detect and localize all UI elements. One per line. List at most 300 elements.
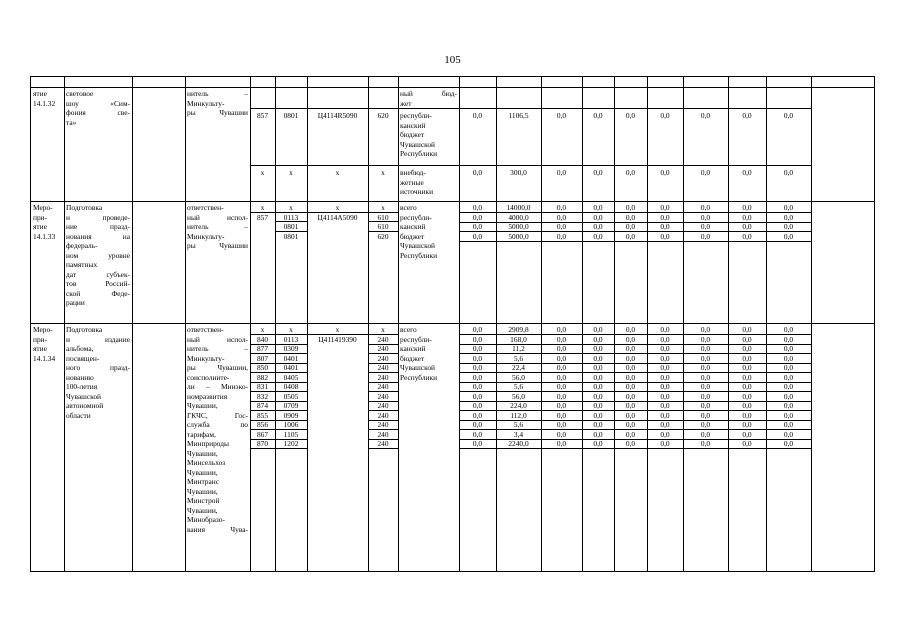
zero-value: 0,0 bbox=[660, 231, 670, 241]
column-divider bbox=[368, 77, 369, 571]
text-block-col-9 bbox=[400, 111, 457, 159]
text-line: ние празд- bbox=[66, 222, 130, 231]
column-divider bbox=[647, 77, 648, 571]
cell-col-5: 877 bbox=[256, 344, 269, 353]
zero-value: 0,0 bbox=[660, 203, 670, 212]
text-line: внебюд- bbox=[400, 168, 426, 177]
zero-value: 0,0 bbox=[742, 168, 752, 177]
header-col-14 bbox=[614, 77, 647, 87]
cell-col-11: 112,0 bbox=[510, 410, 527, 420]
zero-value: 0,0 bbox=[472, 168, 483, 177]
zero-value: 0,0 bbox=[783, 222, 794, 231]
cell-col-8: 240 bbox=[377, 439, 389, 448]
zero-value: 0,0 bbox=[700, 222, 711, 231]
zero-value: 0,0 bbox=[472, 401, 483, 410]
cell-divider bbox=[250, 108, 459, 109]
cell-col-8: 240 bbox=[377, 363, 389, 372]
zero-value: 0,0 bbox=[783, 401, 794, 410]
zero-value: 0,0 bbox=[556, 429, 567, 439]
text-line: ного празд- bbox=[66, 363, 130, 372]
cell-col-11: 5000,0 bbox=[508, 231, 529, 241]
cell-col-8: 240 bbox=[377, 353, 389, 363]
cell-col-6: 0505 bbox=[283, 391, 299, 401]
zero-value: 0,0 bbox=[625, 401, 636, 410]
zero-value: 0,0 bbox=[556, 203, 567, 212]
zero-value: 0,0 bbox=[700, 420, 711, 429]
cell-col-6: 0401 bbox=[283, 363, 299, 372]
zero-value: 0,0 bbox=[625, 344, 636, 353]
zero-value: 0,0 bbox=[472, 353, 483, 363]
cell-col-5: 832 bbox=[256, 391, 269, 401]
header-col-3 bbox=[132, 77, 185, 87]
text-line: альбома, bbox=[66, 344, 94, 353]
zero-value: 0,0 bbox=[742, 325, 752, 334]
header-col-8 bbox=[368, 77, 398, 87]
header-col-4 bbox=[185, 77, 250, 87]
text-line: бюджет bbox=[400, 353, 425, 363]
zero-value: 0,0 bbox=[783, 231, 794, 241]
text-line: жет bbox=[400, 98, 412, 108]
text-line: жетные bbox=[400, 177, 424, 187]
row-divider bbox=[31, 201, 874, 202]
zero-value: 0,0 bbox=[625, 410, 636, 420]
zero-value: 0,0 bbox=[783, 334, 794, 344]
zero-value: 0,0 bbox=[700, 439, 711, 448]
cell-col-5: 840 bbox=[256, 334, 269, 344]
cell-col-5: 857 bbox=[256, 111, 269, 120]
zero-value: 0,0 bbox=[593, 401, 603, 410]
text-line: Республики bbox=[400, 372, 438, 382]
text-line: ятие bbox=[33, 344, 47, 353]
text-line: канский bbox=[400, 222, 426, 231]
text-block-col-1 bbox=[33, 89, 62, 108]
zero-value: 0,0 bbox=[742, 353, 752, 363]
cell-col-11: 56,0 bbox=[512, 391, 525, 401]
zero-value: 0,0 bbox=[783, 212, 794, 222]
zero-value: 0,0 bbox=[556, 372, 567, 382]
cell-col-11: 4000,0 bbox=[508, 212, 529, 222]
cell-col-6: x bbox=[289, 325, 293, 334]
text-line: ли – Минэко- bbox=[187, 382, 248, 391]
cell-col-5: 867 bbox=[256, 429, 269, 439]
zero-value: 0,0 bbox=[660, 363, 670, 372]
zero-value: 0,0 bbox=[625, 372, 636, 382]
text-line: федераль- bbox=[66, 241, 98, 250]
zero-value: 0,0 bbox=[472, 231, 483, 241]
cell-col-8: 240 bbox=[377, 401, 389, 410]
zero-value: 0,0 bbox=[700, 168, 711, 177]
cell-col-11: 22,4 bbox=[512, 363, 525, 372]
header-col-5 bbox=[250, 77, 275, 87]
text-line: Чувашской bbox=[400, 363, 436, 372]
zero-value: 0,0 bbox=[556, 344, 567, 353]
zero-value: 0,0 bbox=[742, 222, 752, 231]
cell-col-11: 2240,0 bbox=[508, 439, 529, 448]
zero-value: 0,0 bbox=[556, 222, 567, 231]
cell-divider bbox=[275, 231, 307, 232]
cell-col-11: 5,6 bbox=[513, 382, 524, 391]
cell-col-8: 610 bbox=[377, 222, 389, 231]
zero-value: 0,0 bbox=[660, 344, 670, 353]
zero-value: 0,0 bbox=[625, 231, 636, 241]
zero-value: 0,0 bbox=[742, 372, 752, 382]
zero-value: 0,0 bbox=[625, 212, 636, 222]
cell-col-5: 870 bbox=[256, 439, 269, 448]
header-col-15 bbox=[647, 77, 683, 87]
zero-value: 0,0 bbox=[625, 382, 636, 391]
header-col-7 bbox=[307, 77, 368, 87]
header-col-16 bbox=[683, 77, 728, 87]
zero-value: 0,0 bbox=[660, 212, 670, 222]
cell-divider bbox=[250, 212, 398, 213]
zero-value: 0,0 bbox=[472, 111, 483, 120]
text-line: ятие bbox=[33, 222, 47, 231]
text-block-col-9 bbox=[400, 325, 457, 382]
text-block-col-2 bbox=[66, 89, 130, 127]
zero-value: 0,0 bbox=[783, 439, 794, 448]
zero-value: 0,0 bbox=[556, 420, 567, 429]
zero-value: 0,0 bbox=[556, 382, 567, 391]
zero-value: 0,0 bbox=[556, 111, 567, 120]
cell-col-8: 240 bbox=[377, 344, 389, 353]
cell-col-6: 0801 bbox=[283, 231, 299, 241]
text-block-col-4 bbox=[187, 89, 248, 118]
zero-value: 0,0 bbox=[556, 439, 567, 448]
zero-value: 0,0 bbox=[593, 344, 603, 353]
text-line: всего bbox=[400, 203, 417, 212]
zero-value: 0,0 bbox=[700, 334, 711, 344]
text-line: нитель – bbox=[187, 344, 248, 353]
zero-value: 0,0 bbox=[660, 111, 670, 120]
zero-value: 0,0 bbox=[742, 111, 752, 120]
column-divider bbox=[307, 77, 308, 571]
cell-col-5: x bbox=[260, 168, 265, 177]
text-line: и проведе- bbox=[66, 212, 130, 222]
zero-value: 0,0 bbox=[593, 420, 603, 429]
cell-col-8: x bbox=[381, 203, 385, 212]
cell-col-11: 11,2 bbox=[512, 344, 525, 353]
text-line: ры Чувашии bbox=[187, 108, 248, 117]
cell-divider bbox=[368, 448, 398, 449]
text-line: всего bbox=[400, 325, 417, 334]
text-line: ответствен- bbox=[187, 325, 224, 334]
zero-value: 0,0 bbox=[556, 401, 567, 410]
column-divider bbox=[683, 77, 684, 571]
zero-value: 0,0 bbox=[625, 420, 636, 429]
text-line: бюджет bbox=[400, 231, 425, 241]
text-line: 14.1.33 bbox=[33, 231, 56, 241]
column-divider bbox=[185, 77, 186, 571]
zero-value: 0,0 bbox=[472, 325, 483, 334]
zero-value: 0,0 bbox=[660, 429, 670, 439]
text-line: ном уровне bbox=[66, 250, 130, 260]
zero-value: 0,0 bbox=[783, 203, 794, 212]
text-line: республи- bbox=[400, 111, 432, 120]
cell-col-11: 14000,0 bbox=[506, 203, 531, 212]
zero-value: 0,0 bbox=[700, 212, 711, 222]
zero-value: 0,0 bbox=[700, 231, 711, 241]
zero-value: 0,0 bbox=[742, 410, 752, 420]
zero-value: 0,0 bbox=[472, 334, 483, 344]
text-line: Чувашской bbox=[66, 391, 102, 401]
text-line: Меро- bbox=[33, 325, 53, 334]
text-line: Подготовка bbox=[66, 325, 103, 334]
cell-col-6: x bbox=[289, 203, 293, 212]
zero-value: 0,0 bbox=[593, 334, 603, 344]
cell-divider bbox=[250, 165, 811, 166]
zero-value: 0,0 bbox=[742, 420, 752, 429]
zero-value: 0,0 bbox=[700, 111, 711, 120]
cell-col-7: Ц4114R5090 bbox=[317, 111, 358, 120]
zero-value: 0,0 bbox=[593, 410, 603, 420]
cell-col-6: 0801 bbox=[283, 111, 299, 120]
text-line: при- bbox=[33, 212, 48, 222]
cell-col-6: 0405 bbox=[283, 372, 299, 382]
cell-col-8: 240 bbox=[377, 382, 389, 391]
text-line: 14.1.32 bbox=[33, 98, 56, 108]
text-line: ный испол- bbox=[187, 334, 248, 344]
header-col-6 bbox=[275, 77, 307, 87]
header-col-13 bbox=[582, 77, 614, 87]
zero-value: 0,0 bbox=[660, 382, 670, 391]
text-block-col-9 bbox=[400, 203, 457, 260]
text-block-col-4 bbox=[187, 325, 248, 534]
text-line: шоу «Сим- bbox=[66, 98, 130, 108]
text-line: Чувашии, bbox=[187, 401, 218, 410]
header-col-9 bbox=[398, 77, 459, 87]
cell-col-6: 0801 bbox=[283, 222, 299, 231]
zero-value: 0,0 bbox=[593, 203, 603, 212]
cell-col-5: 856 bbox=[256, 420, 269, 429]
text-line: вания Чува- bbox=[187, 524, 248, 534]
zero-value: 0,0 bbox=[556, 353, 567, 363]
zero-value: 0,0 bbox=[593, 168, 603, 177]
text-block-col-1 bbox=[33, 325, 62, 363]
cell-col-11: 3,4 bbox=[513, 429, 524, 439]
cell-col-7: x bbox=[335, 203, 340, 212]
zero-value: 0,0 bbox=[625, 325, 636, 334]
cell-col-11: 224,0 bbox=[510, 401, 527, 410]
text-line: номразвития bbox=[187, 391, 228, 401]
zero-value: 0,0 bbox=[660, 334, 670, 344]
cell-col-8: x bbox=[381, 325, 385, 334]
header-col-11 bbox=[496, 77, 541, 87]
text-line: ры Чувашии, bbox=[187, 363, 248, 372]
cell-col-8: x bbox=[381, 168, 385, 177]
zero-value: 0,0 bbox=[783, 344, 794, 353]
text-line: Минкульту- bbox=[187, 231, 225, 241]
zero-value: 0,0 bbox=[700, 363, 711, 372]
text-line: памятных bbox=[66, 260, 98, 269]
text-line: при- bbox=[33, 334, 48, 344]
zero-value: 0,0 bbox=[625, 111, 636, 120]
cell-col-6: 0401 bbox=[283, 353, 299, 363]
cell-divider bbox=[459, 241, 811, 242]
zero-value: 0,0 bbox=[783, 429, 794, 439]
column-divider bbox=[459, 77, 460, 571]
text-line: соисполните- bbox=[187, 372, 230, 382]
text-line: Чувашии, bbox=[187, 448, 218, 458]
zero-value: 0,0 bbox=[593, 222, 603, 231]
text-line: нитель – bbox=[187, 89, 248, 98]
cell-col-8: 240 bbox=[377, 372, 389, 382]
text-block-col-4 bbox=[187, 203, 248, 251]
zero-value: 0,0 bbox=[700, 401, 711, 410]
cell-col-5: x bbox=[260, 203, 265, 212]
zero-value: 0,0 bbox=[742, 231, 752, 241]
zero-value: 0,0 bbox=[472, 420, 483, 429]
text-block-col-9 bbox=[400, 168, 457, 197]
text-line: нитель – bbox=[187, 222, 248, 231]
text-line: ответствен- bbox=[187, 203, 224, 212]
zero-value: 0,0 bbox=[625, 334, 636, 344]
text-line: тарифам, bbox=[187, 429, 216, 439]
zero-value: 0,0 bbox=[556, 325, 567, 334]
text-line: Минприроды bbox=[187, 439, 229, 448]
text-line: источники bbox=[400, 187, 434, 196]
zero-value: 0,0 bbox=[700, 429, 711, 439]
zero-value: 0,0 bbox=[625, 439, 636, 448]
cell-divider bbox=[368, 221, 398, 222]
zero-value: 0,0 bbox=[660, 222, 670, 231]
zero-value: 0,0 bbox=[593, 382, 603, 391]
cell-col-8: 240 bbox=[377, 420, 389, 429]
cell-col-11: 1106,5 bbox=[508, 111, 529, 120]
cell-col-6: 1105 bbox=[283, 429, 299, 439]
zero-value: 0,0 bbox=[625, 203, 636, 212]
cell-col-6: 0113 bbox=[283, 334, 299, 344]
cell-col-5: 882 bbox=[256, 372, 269, 382]
zero-value: 0,0 bbox=[783, 420, 794, 429]
zero-value: 0,0 bbox=[700, 382, 711, 391]
cell-col-8: 610 bbox=[377, 212, 389, 222]
text-line: ской Феде- bbox=[66, 288, 130, 298]
text-line: Чувашии, bbox=[187, 505, 218, 515]
column-divider bbox=[728, 77, 729, 571]
zero-value: 0,0 bbox=[742, 363, 752, 372]
zero-value: 0,0 bbox=[783, 111, 794, 120]
zero-value: 0,0 bbox=[660, 439, 670, 448]
text-block-col-1 bbox=[33, 203, 62, 241]
row-divider bbox=[31, 87, 874, 88]
zero-value: 0,0 bbox=[593, 325, 603, 334]
text-line: нованию bbox=[66, 372, 94, 382]
header-col-17 bbox=[728, 77, 766, 87]
zero-value: 0,0 bbox=[742, 429, 752, 439]
zero-value: 0,0 bbox=[783, 353, 794, 363]
column-divider bbox=[811, 77, 812, 571]
text-line: Республики bbox=[400, 250, 438, 260]
cell-col-6: 1202 bbox=[283, 439, 299, 448]
zero-value: 0,0 bbox=[472, 429, 483, 439]
cell-col-7: Ц411419390 bbox=[318, 334, 357, 344]
zero-value: 0,0 bbox=[625, 391, 636, 401]
budget-table bbox=[30, 76, 875, 572]
zero-value: 0,0 bbox=[593, 391, 603, 401]
column-divider bbox=[250, 77, 251, 571]
zero-value: 0,0 bbox=[660, 168, 670, 177]
zero-value: 0,0 bbox=[625, 353, 636, 363]
zero-value: 0,0 bbox=[742, 212, 752, 222]
cell-col-5: 874 bbox=[256, 401, 269, 410]
zero-value: 0,0 bbox=[742, 382, 752, 391]
cell-divider bbox=[250, 448, 307, 449]
zero-value: 0,0 bbox=[660, 353, 670, 363]
text-line: служба по bbox=[187, 420, 248, 429]
zero-value: 0,0 bbox=[660, 325, 670, 334]
header-col-18 bbox=[766, 77, 811, 87]
cell-col-5: 831 bbox=[256, 382, 269, 391]
cell-divider bbox=[307, 334, 368, 335]
text-line: республи- bbox=[400, 212, 432, 222]
zero-value: 0,0 bbox=[742, 344, 752, 353]
page-number: 105 bbox=[444, 54, 461, 66]
zero-value: 0,0 bbox=[660, 401, 670, 410]
column-divider bbox=[582, 77, 583, 571]
cell-divider bbox=[459, 108, 811, 109]
zero-value: 0,0 bbox=[700, 344, 711, 353]
zero-value: 0,0 bbox=[556, 168, 567, 177]
zero-value: 0,0 bbox=[472, 344, 483, 353]
zero-value: 0,0 bbox=[593, 231, 603, 241]
zero-value: 0,0 bbox=[593, 111, 603, 120]
cell-col-7: Ц4114A5090 bbox=[317, 212, 358, 222]
text-line: Чувашской bbox=[400, 241, 436, 250]
text-line: 14.1.34 bbox=[33, 353, 56, 363]
zero-value: 0,0 bbox=[783, 382, 794, 391]
column-divider bbox=[64, 77, 65, 571]
text-line: Меро- bbox=[33, 203, 53, 212]
cell-col-11: 5000,0 bbox=[508, 222, 529, 231]
zero-value: 0,0 bbox=[783, 410, 794, 420]
text-line: Минобразо- bbox=[187, 515, 225, 524]
cell-col-7: x bbox=[335, 325, 340, 334]
zero-value: 0,0 bbox=[742, 334, 752, 344]
text-line: Чувашии, bbox=[187, 486, 218, 496]
cell-col-11: 168,0 bbox=[510, 334, 527, 344]
zero-value: 0,0 bbox=[593, 212, 603, 222]
text-line: бюджет bbox=[400, 130, 425, 139]
text-line: ятие bbox=[33, 89, 47, 98]
cell-divider bbox=[275, 221, 307, 222]
zero-value: 0,0 bbox=[556, 391, 567, 401]
cell-col-8: 620 bbox=[377, 111, 389, 120]
zero-value: 0,0 bbox=[783, 325, 794, 334]
zero-value: 0,0 bbox=[593, 372, 603, 382]
text-line: ГКЧС, Гос- bbox=[187, 410, 248, 420]
text-line: канский bbox=[400, 344, 426, 353]
zero-value: 0,0 bbox=[700, 203, 711, 212]
cell-divider bbox=[459, 448, 811, 449]
zero-value: 0,0 bbox=[593, 363, 603, 372]
text-line: фония све- bbox=[66, 108, 130, 117]
zero-value: 0,0 bbox=[472, 212, 483, 222]
cell-col-6: 0113 bbox=[283, 212, 299, 222]
cell-col-8: 240 bbox=[377, 410, 389, 420]
column-divider bbox=[132, 77, 133, 571]
cell-col-7: x bbox=[335, 168, 340, 177]
cell-col-11: 2909,8 bbox=[508, 325, 529, 334]
cell-col-6: 0408 bbox=[283, 382, 299, 391]
header-col-10 bbox=[459, 77, 496, 87]
text-line: Минкульту- bbox=[187, 98, 225, 108]
zero-value: 0,0 bbox=[472, 410, 483, 420]
column-divider bbox=[541, 77, 542, 571]
zero-value: 0,0 bbox=[742, 439, 752, 448]
text-line: и издание bbox=[66, 334, 130, 344]
zero-value: 0,0 bbox=[660, 420, 670, 429]
text-line: нования на bbox=[66, 231, 130, 241]
